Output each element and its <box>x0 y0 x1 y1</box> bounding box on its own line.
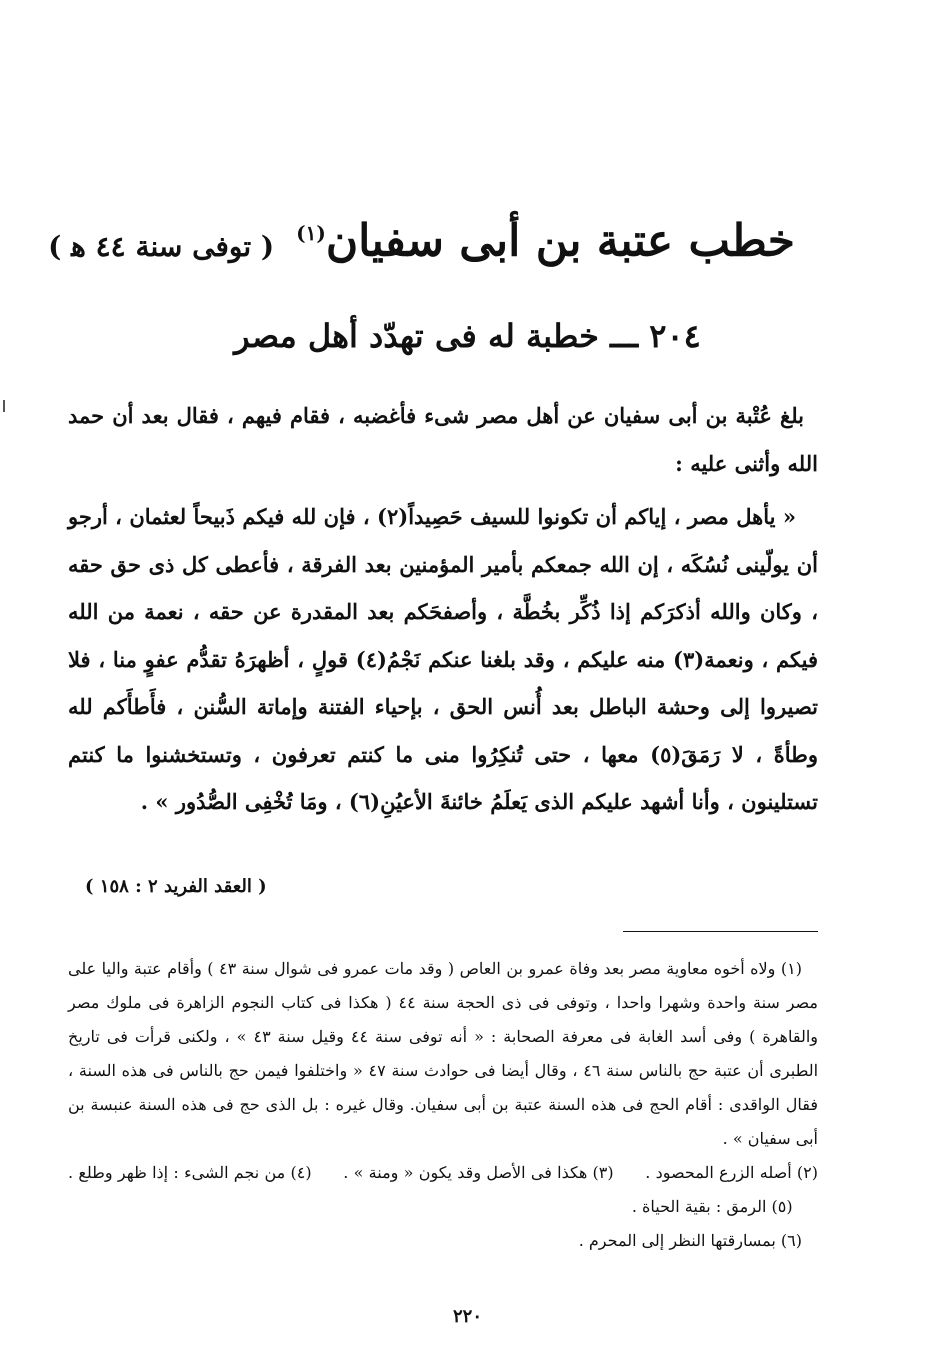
chapter-title-text: خطب عتبة بن أبى سفيان <box>325 215 795 267</box>
page-number: ٢٢٠ <box>452 1306 482 1327</box>
footnote-2: (٢) أصله الزرع المحصود . <box>645 1163 819 1182</box>
chapter-title <box>48 188 795 292</box>
footnotes-short <box>68 1156 818 1224</box>
footnote-5: (٥) الرمق : بقية الحياة . <box>631 1197 793 1216</box>
footnotes <box>68 952 818 1258</box>
title-footnote-marker: (١) <box>296 221 326 245</box>
footnote-divider <box>623 931 818 932</box>
footnote-4: (٤) من نجم الشىء : إذا ظهر وطلع . <box>68 1163 312 1182</box>
footnote-3: (٣) هكذا فى الأصل وقد يكون « ومنة » . <box>343 1163 614 1182</box>
death-date-note: ( توفى سنة ٤٤ ﻫ ) <box>48 229 275 263</box>
footnote-1: (١) ولاه أخوه معاوية مصر بعد وفاة عمرو بن العاص ( وقد مات عمرو فى شوال سنة ٤٣ ) وأقام عتبة واليا على مصر سنة واحدة وشهرا واحدا ، وتوفى فى ذى الحجة سنة ٤٤ ( هكذا فى كتاب النجوم الزاهرة فى ملوك مصر والقاهرة ) وفى أسد الغابة فى معرفة الصحابة : « أنه توفى سنة ٤٤ وقيل سنة ٤٣ » ، ولكنى قرأت فى تاريخ الطبرى أن عتبة حج بالناس سنة ٤٦ ، وقال أيضا فى حوادث سنة ٤٧ « واختلفوا فيمن حج بالناس فى هذه السنة ، فقال الواقدى : أقام الحج فى هذه السنة عتبة بن أبى سفيان. وقال غيره : بل الذى حج فى هذه السنة عنبسة بن أبى سفيان » . <box>68 959 819 1148</box>
margin-mark <box>3 400 5 412</box>
main-text <box>68 392 818 826</box>
speech-paragraph: « يأهل مصر ، إياكم أن تكونوا للسيف حَصِيداً(٢) ، فإن لله فيكم ذَبيحاً لعثمان ، أرجو أن يولّينى نُسُكَه ، إن الله جمعكم بأمير المؤمنين بعد الفرقة ، فأعطى كل ذى حق حقه ، وكان والله أذكرَكم إذا ذُكِّر بخُطَّة ، وأصفحَكم بعد المقدرة عن حقه ، نعمة من الله فيكم ، ونعمة(٣) منه عليكم ، وقد بلغنا عنكم نَجْمُ(٤) قولٍ ، أظهرَهُ تقدُّم عفوٍ منا ، فلا تصيروا إلى وحشة الباطل بعد أُنس الحق ، بإحياء الفتنة وإماتة السُّنن ، فأَطأَكم لله وطأةً ، لا رَمَقَ(٥) معها ، حتى تُنكِرُوا منى ما كنتم تعرفون ، وتستخشنوا ما كنتم تستلينون ، وأنا أشهد عليكم الذى يَعلَمُ خائنةَ الأعيُنِ(٦) ، ومَا تُخْفِى الصُّدُور » . <box>68 504 818 814</box>
source-citation: ( العقد الفريد ٢ : ١٥٨ ) <box>85 876 267 897</box>
section-heading: ٢٠٤ ـــ خطبة له فى تهدّد أهل مصر <box>234 317 701 355</box>
footnote-6: (٦) بمسارقتها النظر إلى المحرم . <box>578 1231 802 1250</box>
intro-paragraph: بلغ عُتْبة بن أبى سفيان عن أهل مصر شىء فأغضبه ، فقام فيهم ، فقال بعد أن حمد الله وأثنى عليه : <box>68 403 818 476</box>
